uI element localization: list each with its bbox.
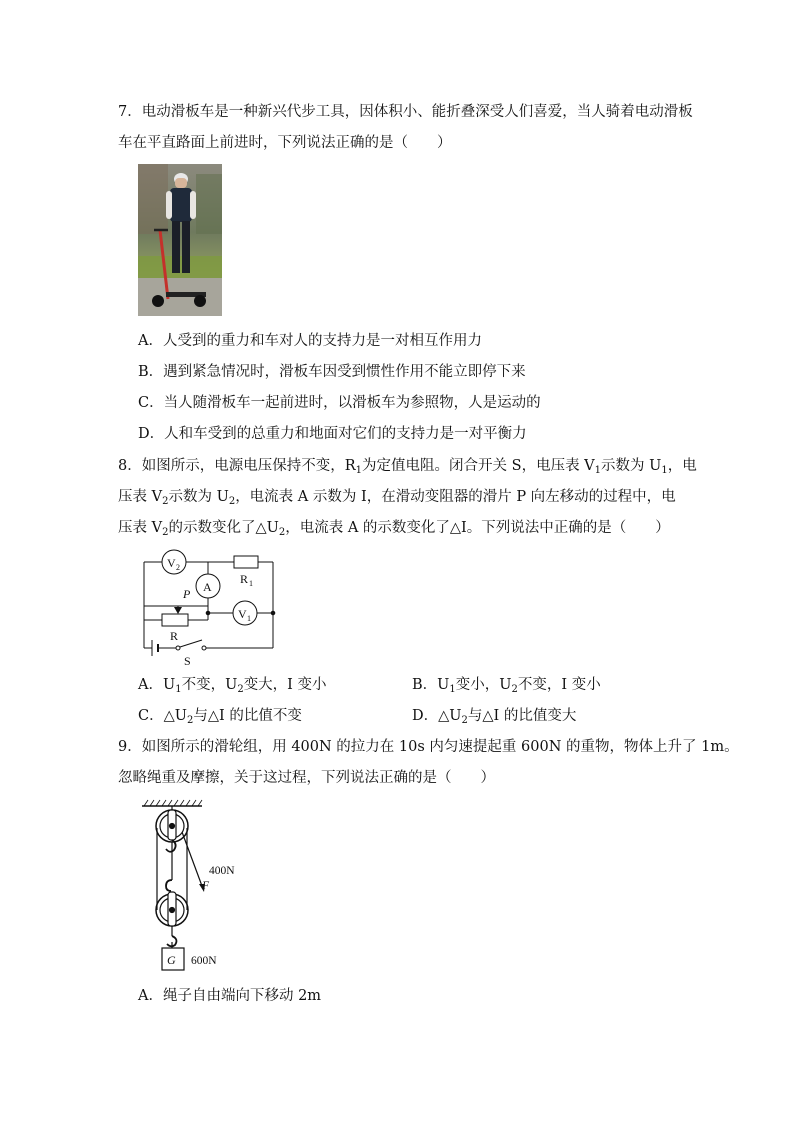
text: 8．如图所示，电源电压保持不变，R [118,458,356,474]
v1-sub: 1 [247,614,251,623]
q8-stem-line2 [118,487,676,512]
switch-label: S [184,654,191,668]
sub: 2 [186,715,194,726]
sub: 2 [228,496,236,507]
text: ，电流表 A 的示数变化了△I。下列说法中正确的是（ ） [285,520,670,536]
text: 变小，U [455,677,512,693]
q9-stem-line1: 9．如图所示的滑轮组，用 400N 的拉力在 10s 内匀速提起重 600N 的重物，物体上升了 1m。 [118,739,739,755]
v2-label: V [167,556,176,570]
q8-option-a [138,675,327,700]
sub: 1 [175,684,182,695]
r-label: R [170,629,179,643]
text: 压表 V [118,489,163,505]
q8-option-d [412,706,576,731]
sub: 2 [162,496,169,507]
text: ，电流表 A 示数为 I，在滑动变阻器的滑片 P 向左移动的过程中，电 [235,489,676,505]
v1-label: V [238,607,247,621]
circuit-diagram [136,548,286,670]
text: A．U [138,677,176,693]
force-value: 400N [209,865,235,877]
r1-sub: 1 [249,579,253,588]
weight-value: 600N [191,955,217,967]
slider-p-label: P [183,587,191,601]
q7-option-a: A．人受到的重力和车对人的支持力是一对相互作用力 [138,333,482,349]
force-label: F [202,880,210,892]
v2-sub: 2 [176,563,180,572]
scooter-photo [138,164,222,316]
text: 示数为 U [601,458,662,474]
q9-option-a: A．绳子自由端向下移动 2m [138,988,322,1004]
q8-option-b [412,675,601,700]
text: 与△I 的比值变大 [467,708,577,724]
text: 示数为 U [168,489,229,505]
q7-stem-line1: 7．电动滑板车是一种新兴代步工具，因体积小、能折叠深受人们喜爱，当人骑着电动滑板 [118,104,693,120]
q8-stem-line1 [118,456,697,481]
text: D．△U [412,708,462,724]
text: 压表 V [118,520,163,536]
pulley-diagram [138,798,258,978]
q7-option-c: C．当人随滑板车一起前进时，以滑板车为参照物，人是运动的 [138,395,541,411]
text: B．U [412,677,450,693]
sub: 2 [278,527,286,538]
sub: 2 [162,527,169,538]
text: C．△U [138,708,187,724]
sub: 2 [461,715,468,726]
q7-option-d: D．人和车受到的总重力和地面对它们的支持力是一对平衡力 [138,426,527,442]
weight-label: G [167,953,176,967]
sub: 1 [355,465,363,476]
text: 为定值电阻。闭合开关 S，电压表 V [362,458,595,474]
q7-option-b: B．遇到紧急情况时，滑板车因受到惯性作用不能立即停下来 [138,364,526,380]
text: ，电 [667,458,697,474]
sub: 2 [511,684,518,695]
text: 不变，I 变小 [517,677,601,693]
q7-stem-line2: 车在平直路面上前进时，下列说法正确的是（ ） [118,135,452,151]
text: 变大，I 变小 [243,677,327,693]
q8-option-c [138,706,302,731]
sub: 1 [661,465,668,476]
text: 不变，U [181,677,238,693]
text: 的示数变化了△U [168,520,279,536]
sub: 1 [594,465,602,476]
text: 与△I 的比值不变 [193,708,302,724]
q8-stem-line3 [118,518,670,543]
ammeter-label: A [203,580,212,594]
sub: 2 [237,684,244,695]
q9-stem-line2: 忽略绳重及摩擦，关于这过程，下列说法正确的是（ ） [118,770,495,786]
sub: 1 [449,684,456,695]
r1-label: R [240,572,249,586]
